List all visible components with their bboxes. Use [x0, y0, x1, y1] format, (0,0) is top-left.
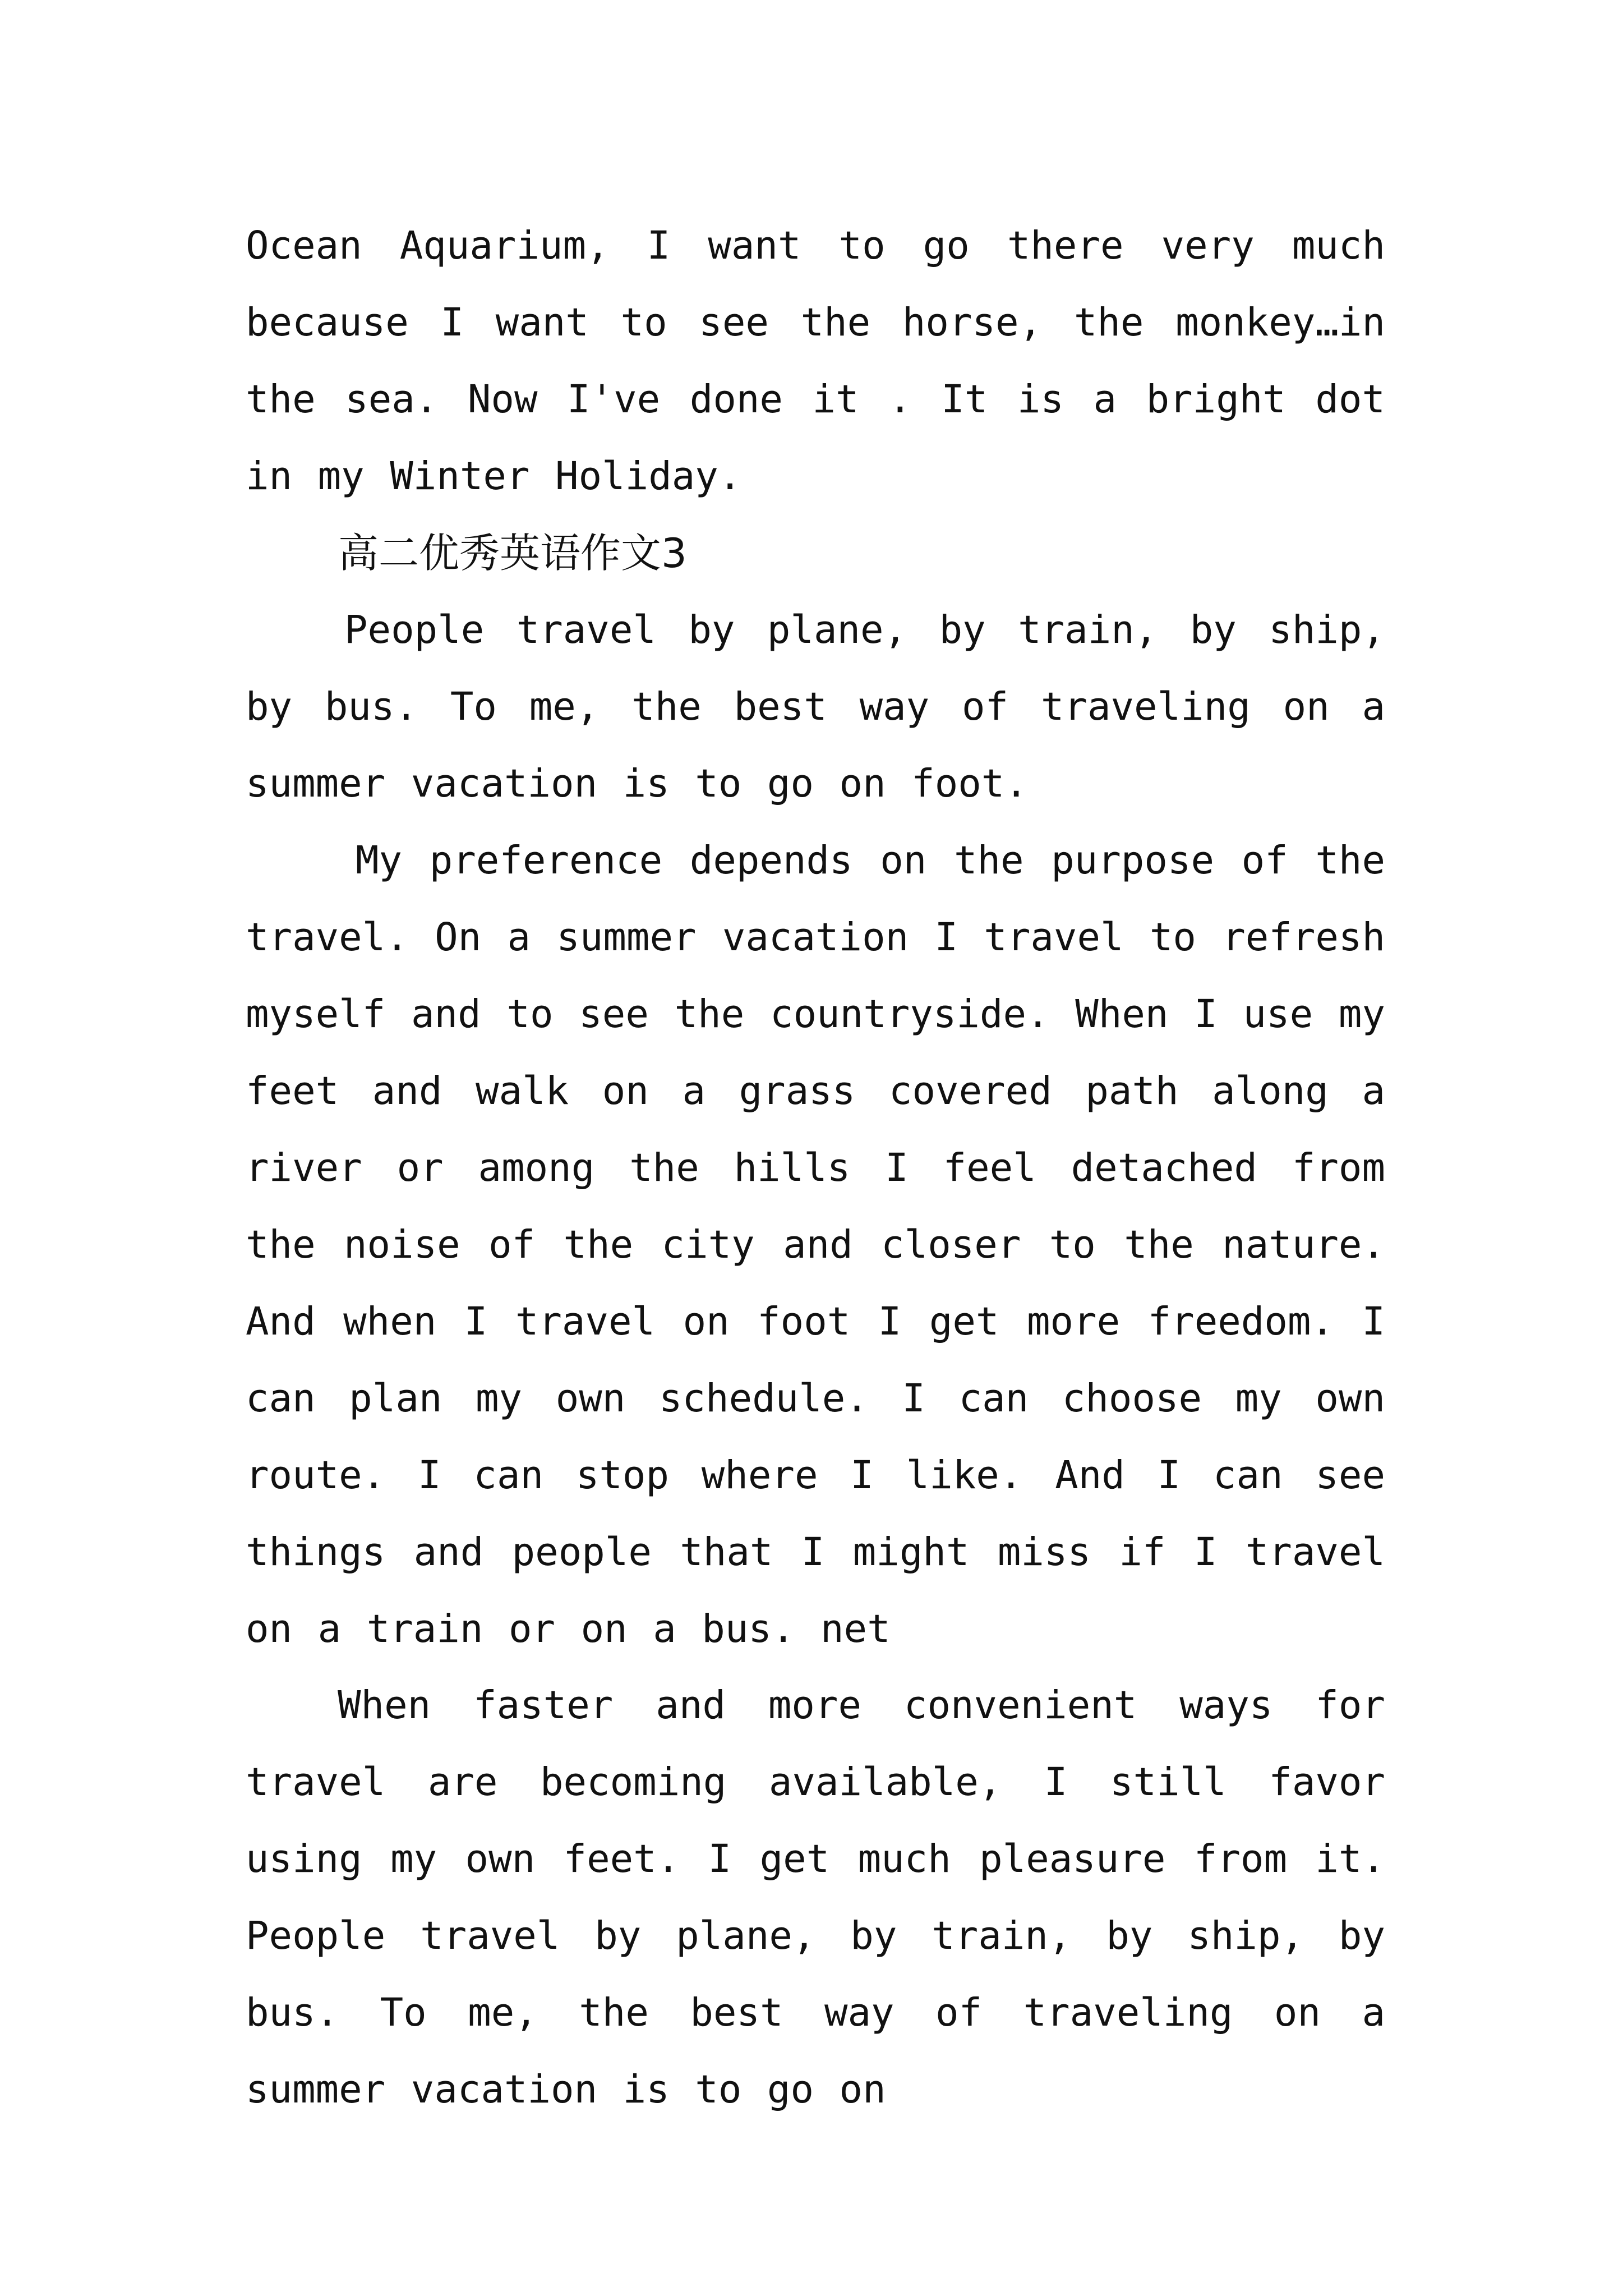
paragraph-travel-intro: People travel by plane, by train, by ship, by bus. To me, the best way of traveling on a summer vacation is to go on foot.	[246, 608, 1385, 806]
continuation-paragraph: Ocean Aquarium, I want to go there very much because I want to see the horse, the monkey…in the sea. Now I've done it . It is a bright dot in my Winter Holiday.	[246, 223, 1385, 499]
paragraph-travel-preference: My preference depends on the purpose of the travel. On a summer vacation I travel to refresh myself and to see the countryside. When I use my feet and walk on a grass covered path along a river or among the hills I feel detached from the noise of the city and closer to the nature. And when I travel on foot I get more freedom. I can plan my own schedule. I can choose my own route. I can stop where I like. And I can see things and people that I might miss if I travel on a train or on a bus. net	[246, 838, 1385, 1651]
section-heading: 高二优秀英语作文3	[338, 530, 687, 577]
paragraph-travel-conclusion: When faster and more convenient ways for travel are becoming available, I still favor using my own feet. I get much pleasure from it. People travel by plane, by train, by ship, by bus. To me, the best way of traveling on a summer vacation is to go on	[246, 1683, 1385, 2112]
